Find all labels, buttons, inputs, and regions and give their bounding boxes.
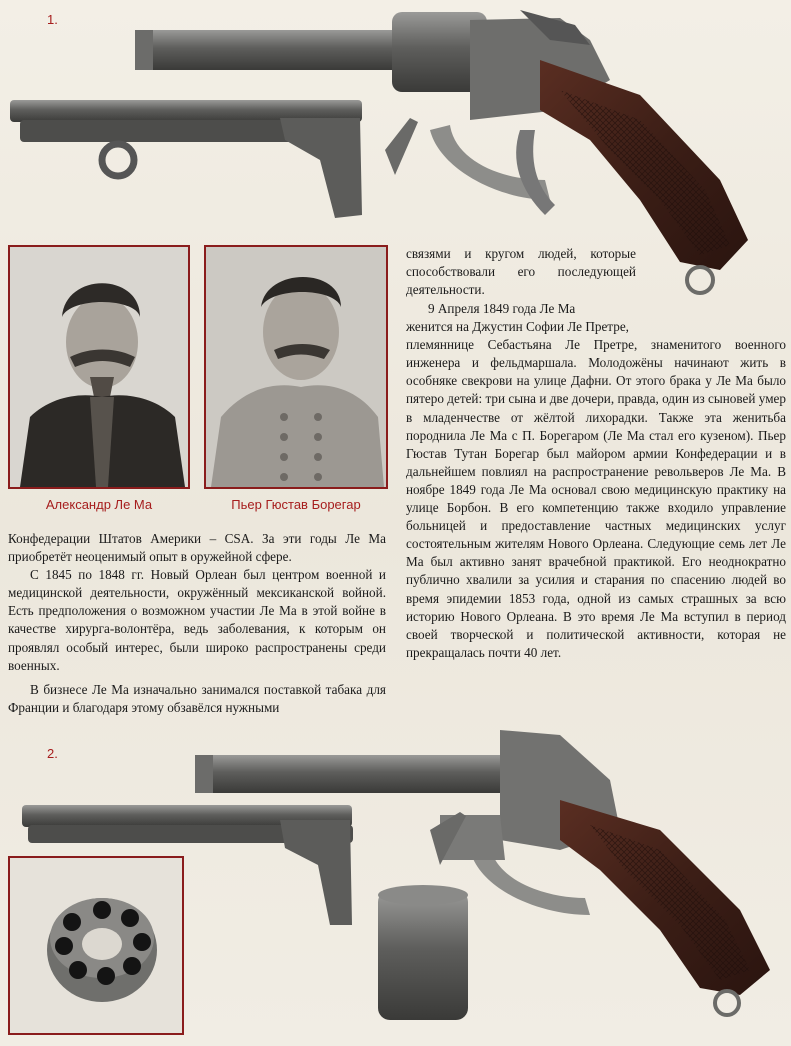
figure-2-label: 2. xyxy=(47,746,58,761)
article-paragraph: В бизнесе Ле Ма изначально занимался поставкой табака для Франции и благодаря этому обзавёлся нужными xyxy=(8,681,386,715)
article-paragraph: связями и кругом людей, которые способствовали его последующей деятельности. xyxy=(406,246,636,298)
portrait-beauregard xyxy=(204,245,388,489)
cylinder-inset-photo xyxy=(8,856,184,1035)
article-paragraph: Конфедерации Штатов Америки – CSA. За эти годы Ле Ма приобретёт неоценимый опыт в оружейной сфере. xyxy=(8,531,386,565)
article-paragraph: племяннице Себастьяна Ле Претре, знаменитого военного инженера и фельдмаршала. Молодожёны начинают жить в особняке свекрови на улице Дафни. От этого брака у Ле Ма было пятеро детей: три сына и две дочери, правда, один из сыновей умер в младенчестве от жёлтой лихорадки. Также эта женитьба породнила Ле Ма с П. Борегаром (Ле Ма стал его кузеном). Пьер Гюстав Тутан Борегар был майором армии Конфедерации и в дальнейшем повлиял на распространение револьверов Ле Ма. В ноябре 1849 года Ле Ма основал свою медицинскую практику на улице Борбон. В его компетенцию также входило управление больницей и предоставление частных медицинских услуг состоятельным жителям Нового Орлеана. Следующие семь лет Ле Ма был активно занят врачебной практикой. Его неоднократно публично хвалили за усилия и старания по спасению людей во время эпидемии 1853 года, одной из самых страшных за всю историю Нового Орлеана. В это время Ле Ма вступил в период своей творческой и политической активности, которая не прекращалась почти 40 лет. xyxy=(406,337,786,660)
portrait-caption-le-mat: Александр Ле Ма xyxy=(45,497,153,512)
article-right-top xyxy=(406,245,636,299)
figure-1-label: 1. xyxy=(47,12,58,27)
portrait-le-mat xyxy=(8,245,190,489)
article-right-column xyxy=(406,300,786,662)
portrait-caption-beauregard: Пьер Гюстав Борегар xyxy=(231,497,361,512)
article-left-column xyxy=(8,530,386,717)
article-paragraph: женится на Джустин Софии Ле Претре, xyxy=(406,319,629,335)
article-paragraph: 9 Апреля 1849 года Ле Ма xyxy=(428,301,576,316)
article-paragraph: С 1845 по 1848 гг. Новый Орлеан был центром военной и медицинской деятельности, окружённый мексиканской войной. Есть предположения о возможном участии Ле Ма в этой войне в качестве хирурга-волонтёра, ведь заболевания, к которым он проявлял особый интерес, были широко распространены среди военных. xyxy=(8,567,386,673)
